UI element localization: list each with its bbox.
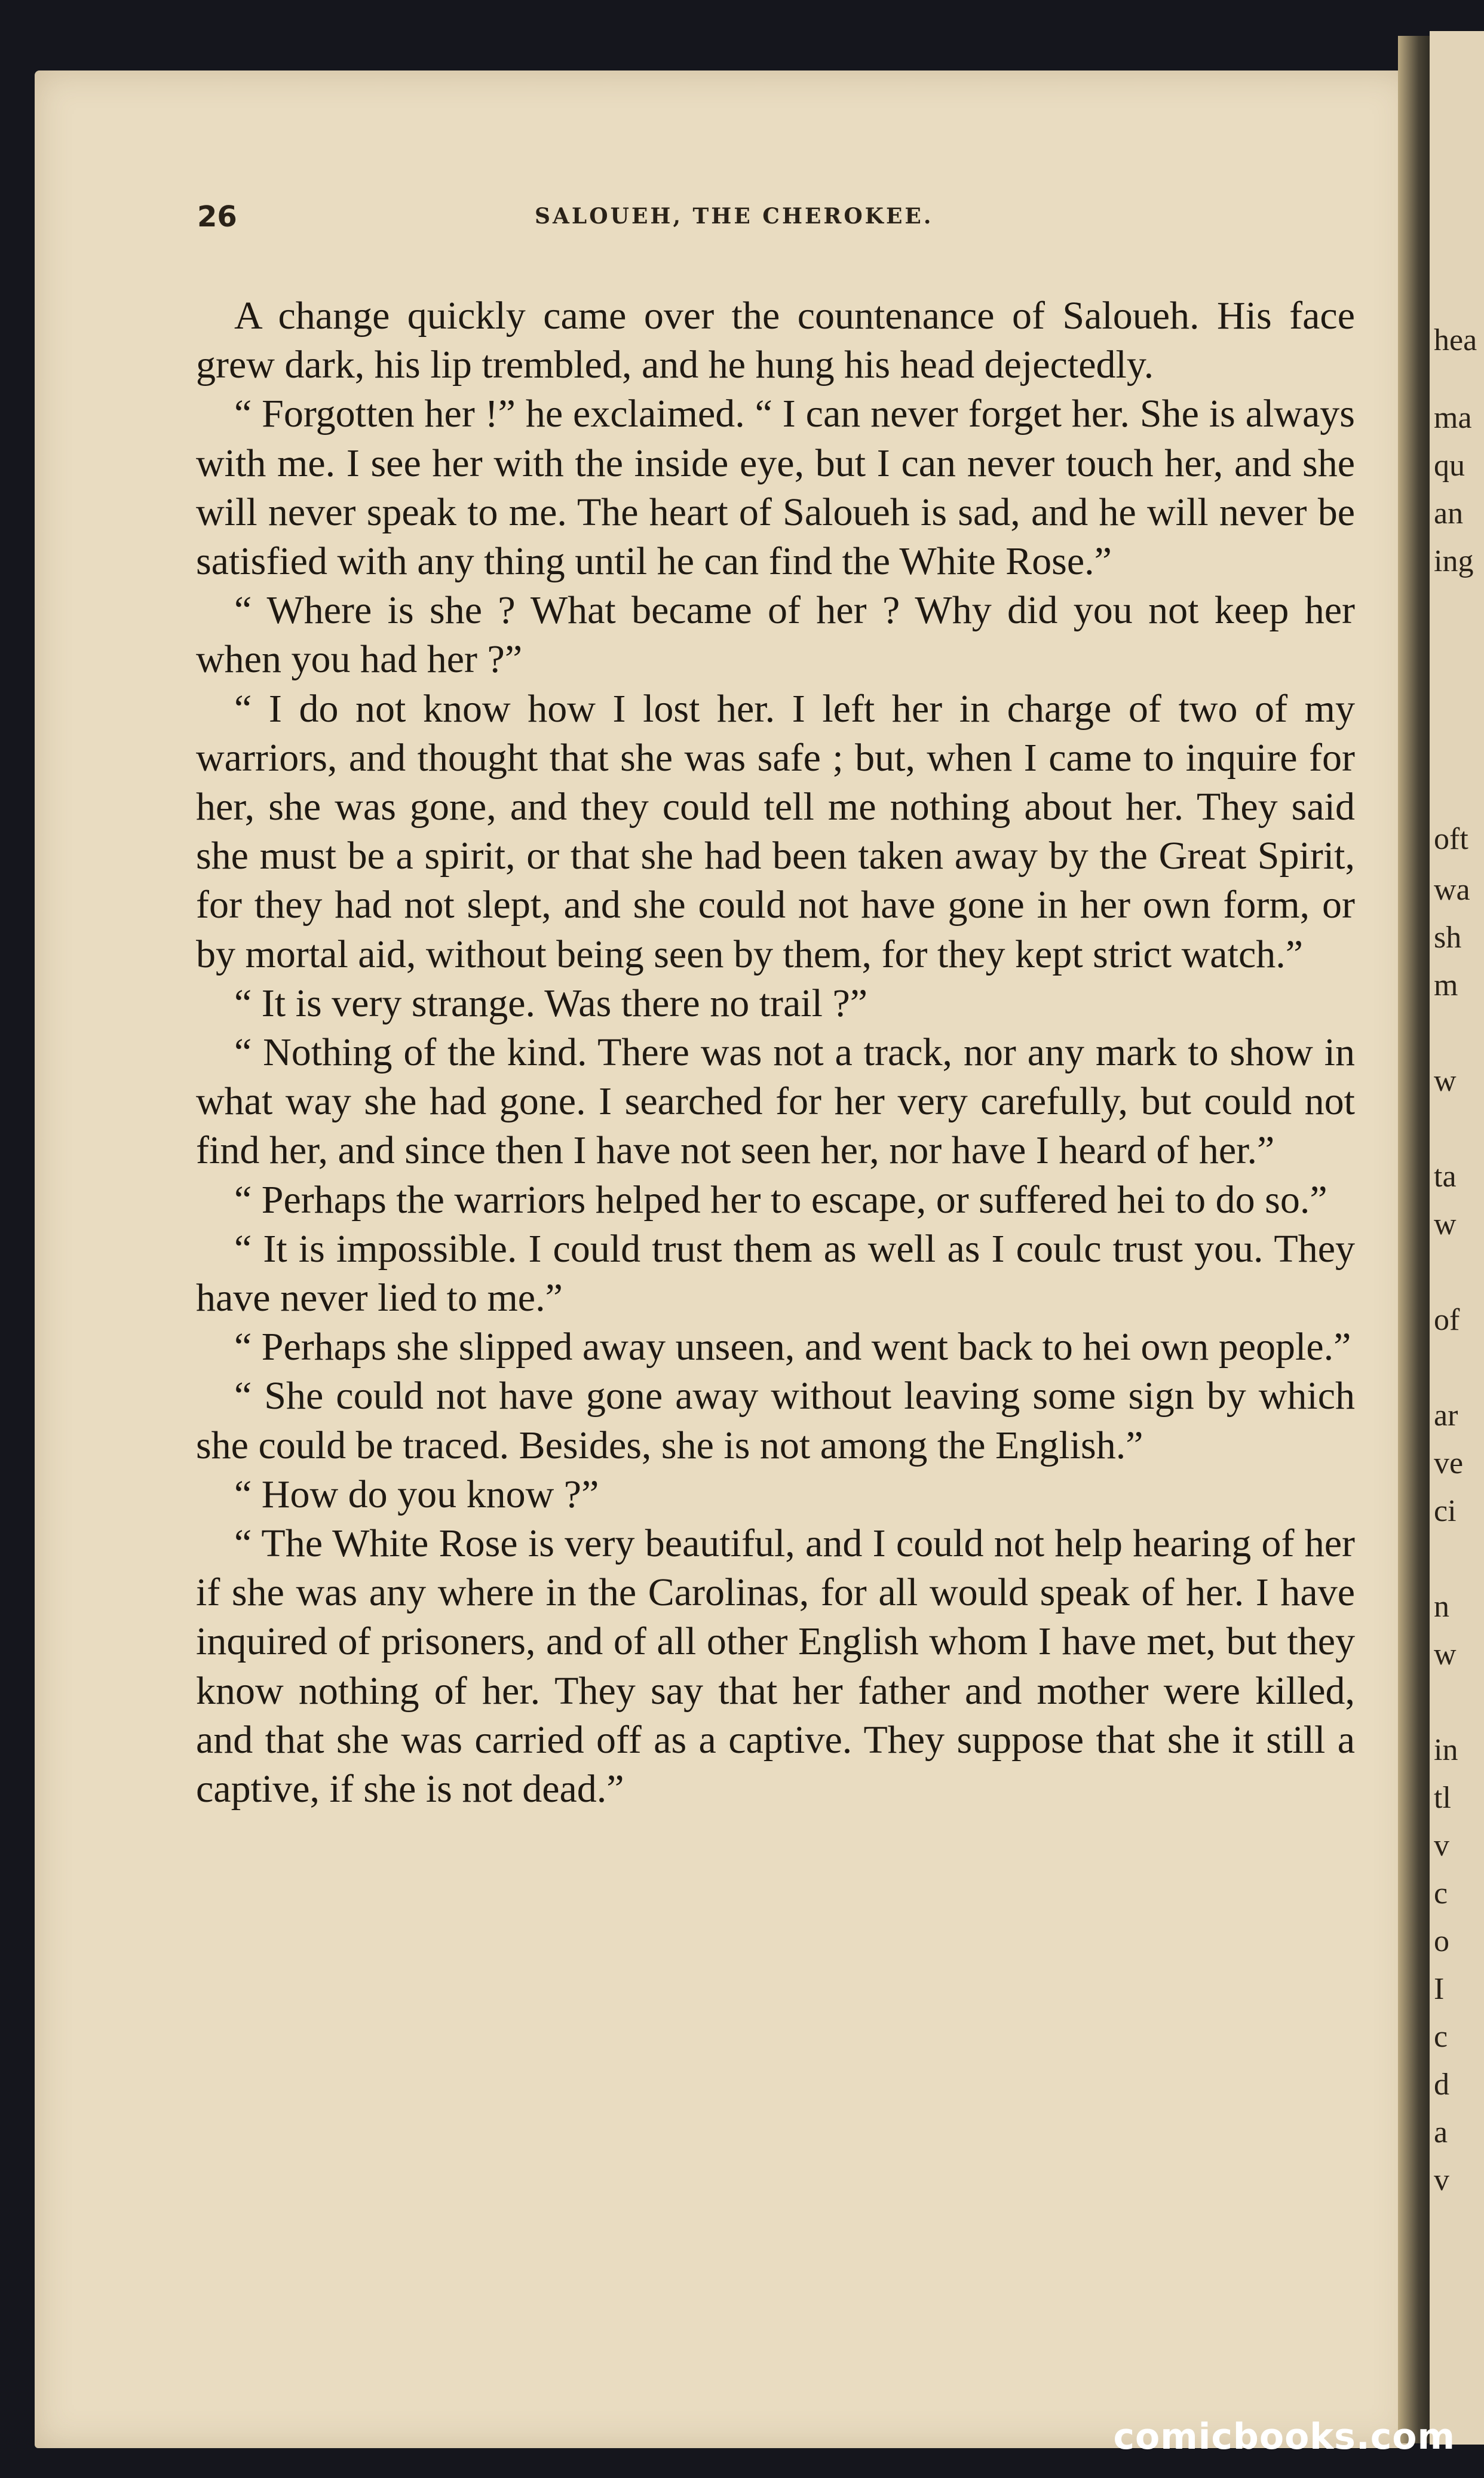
fragment: o — [1434, 1924, 1449, 1958]
fragment: of — [1434, 1303, 1460, 1337]
fragment: I — [1434, 1972, 1445, 2006]
paragraph: “ Perhaps the warriors helped her to escape, or suffered hei to do so.” — [234, 1177, 1327, 1222]
paragraph: “ Nothing of the kind. There was not a track, nor any mark to show in what way she had gone. I searched for her very carefully, but could not find her, and since then I have not seen her, nor have I heard of her.” — [196, 1031, 1355, 1173]
page-number: 26 — [197, 200, 237, 234]
fragment: c — [1434, 1876, 1448, 1910]
paragraph: “ She could not have gone away without leaving some sign by which she could be traced. Besides, she is not among the English.” — [196, 1374, 1355, 1467]
fragment: v — [1434, 1829, 1449, 1863]
watermark: comicbooks.com — [1113, 2416, 1455, 2458]
fragment: oft — [1434, 822, 1468, 856]
fragment: an — [1434, 496, 1464, 530]
running-head — [197, 200, 1368, 248]
paragraph: “ Where is she ? What became of her ? Why did you not keep her when you had her ?” — [196, 588, 1355, 682]
paragraph: “ The White Rose is very beautiful, and I could not help hearing of her if she was any where in the Carolinas, for all would speak of her. I have inquired of prisoners, and of all other English whom I have met, but they know nothing of her. They say that her father and mother were killed, and that she was carried off as a captive. They suppose that she it still a captive, if she is not dead.” — [196, 1522, 1355, 1811]
paragraph: “ I do not know how I lost her. I left her in charge of two of my warriors, and thought that she was safe ; but, when I came to inquire for her, she was gone, and they could tell me nothing about her. They said she must be a spirit, or that she had been taken away by the Great Spirit, for they had not slept, and she could not have gone in her own form, or by mortal aid, without being seen by them, for they kept strict watch.” — [196, 686, 1355, 976]
fragment: hea — [1434, 323, 1477, 357]
fragment: sh — [1434, 921, 1462, 955]
fragment: c — [1434, 2020, 1448, 2054]
paragraph: A change quickly came over the countenance of Saloueh. His face grew dark, his lip trembled, and he hung his head dejectedly. — [196, 294, 1355, 387]
paragraph: “ Perhaps she slipped away unseen, and went back to hei own people.” — [234, 1325, 1351, 1369]
paragraph: “ It is very strange. Was there no trail ?” — [234, 981, 868, 1025]
paragraph: “ It is impossible. I could trust them as well as I coulc trust you. They have never lied to me.” — [196, 1226, 1355, 1320]
paragraph: “ How do you know ?” — [234, 1472, 599, 1516]
body-text — [196, 292, 1355, 1814]
fragment: w — [1434, 1207, 1457, 1241]
running-title: SALOUEH, THE CHEROKEE. — [535, 204, 934, 229]
fragment: w — [1434, 1637, 1457, 1672]
fragment: v — [1434, 2163, 1449, 2197]
fragment: ing — [1434, 544, 1474, 578]
fragment: ar — [1434, 1399, 1458, 1433]
fragment: a — [1434, 2115, 1448, 2149]
fragment: n — [1434, 1590, 1449, 1624]
fragment: m — [1434, 968, 1458, 1002]
fragment: in — [1434, 1733, 1458, 1767]
fragment: wa — [1434, 873, 1470, 907]
fragment: d — [1434, 2068, 1449, 2102]
fragment: qu — [1434, 449, 1465, 483]
fragment: ci — [1434, 1494, 1457, 1528]
book-gutter — [1398, 36, 1433, 2443]
fragment: ve — [1434, 1446, 1464, 1480]
fragment: w — [1434, 1064, 1457, 1098]
fragment: ma — [1434, 401, 1472, 435]
paragraph: “ Forgotten her !” he exclaimed. “ I can never forget her. She is always with me. I see her with the inside eye, but I can never touch her, and she will never speak to me. The heart of Saloueh is sad, and he will never be satisfied with any thing until he can find the White Rose.” — [196, 392, 1355, 584]
fragment: ta — [1434, 1160, 1457, 1194]
fragment: tl — [1434, 1781, 1451, 1815]
